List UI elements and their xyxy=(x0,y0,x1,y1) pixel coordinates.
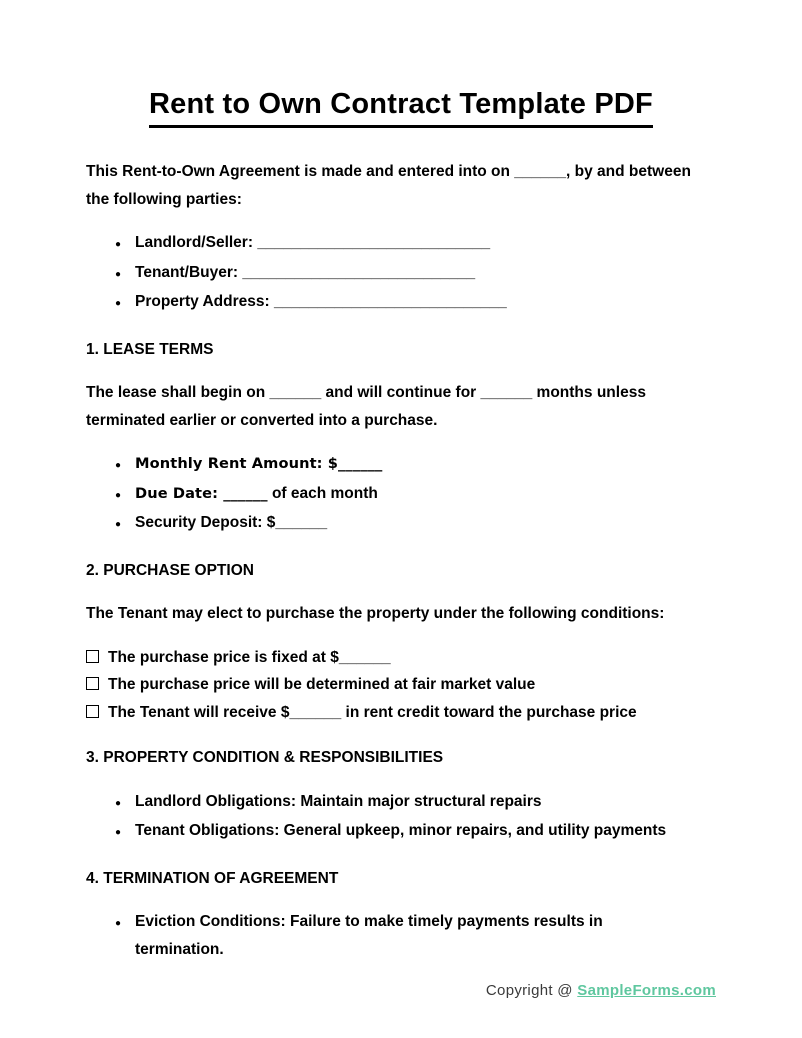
tenant-obligations: Tenant Obligations: General upkeep, minor repairs, and utility payments xyxy=(135,822,667,839)
item-label: Monthly Rent Amount: xyxy=(135,455,328,472)
footer xyxy=(86,977,716,1004)
list-item xyxy=(86,480,716,510)
intro-text-after: , by and between the following parties: xyxy=(86,163,691,208)
parties-list xyxy=(86,229,716,318)
bullet-icon xyxy=(115,288,135,318)
party-label: Property Address: xyxy=(135,293,274,310)
section-heading-property-condition: 3. PROPERTY CONDITION & RESPONSIBILITIES xyxy=(86,749,444,766)
party-address xyxy=(135,288,507,318)
list-item xyxy=(86,450,716,480)
lease-text-2: and will continue for xyxy=(321,384,481,401)
bullet-icon xyxy=(115,817,135,847)
checkbox-line xyxy=(86,644,716,672)
security-deposit-item xyxy=(135,509,327,539)
list-item xyxy=(86,229,716,259)
checkbox-line xyxy=(86,699,716,727)
checkbox-icon xyxy=(86,705,99,718)
monthly-rent-item xyxy=(135,450,382,480)
item-label: Security Deposit: xyxy=(135,514,267,531)
checkbox-line xyxy=(86,671,716,699)
list-item xyxy=(86,817,716,847)
bullet-icon xyxy=(115,229,135,259)
price-blank: $______ xyxy=(330,648,391,666)
termination-list xyxy=(86,908,716,963)
bullet-icon xyxy=(115,259,135,289)
condition-text: The Tenant will receive xyxy=(108,703,281,721)
lease-text-1: The lease shall begin on xyxy=(86,384,270,401)
list-item xyxy=(86,259,716,289)
section-heading-lease-terms: 1. LEASE TERMS xyxy=(86,340,214,358)
landlord-obligations: Landlord Obligations: Maintain major structural repairs xyxy=(135,792,542,810)
intro-text-before: This Rent-to-Own Agreement is made and entered into on xyxy=(86,163,515,180)
party-tenant xyxy=(135,259,475,289)
copyright-text: Copyright @ xyxy=(485,982,578,999)
item-suffix: of each month xyxy=(267,484,378,502)
lease-details-list xyxy=(86,450,716,539)
page-title xyxy=(86,84,716,128)
fill-blank: ___________________________ xyxy=(273,293,507,310)
obligations-list xyxy=(86,788,716,847)
section-heading-purchase-option: 2. PURCHASE OPTION xyxy=(86,561,254,579)
lease-text-3: months unless terminated earlier or converted into a purchase. xyxy=(86,384,646,429)
party-label: Tenant/Buyer: xyxy=(135,263,243,281)
list-item xyxy=(86,788,716,818)
item-label: Due Date: xyxy=(135,484,224,502)
party-landlord xyxy=(135,229,490,259)
list-item xyxy=(86,509,716,539)
list-item xyxy=(86,288,716,318)
lease-terms-paragraph xyxy=(86,379,694,434)
credit-blank: $______ xyxy=(280,703,342,721)
start-date-blank: ______ xyxy=(269,384,322,401)
amount-blank: $______ xyxy=(266,514,328,531)
months-blank: ______ xyxy=(480,384,533,401)
condition-text: The purchase price is fixed at xyxy=(108,648,331,666)
section-heading-termination: 4. TERMINATION OF AGREEMENT xyxy=(86,869,339,887)
page-title-text: Rent to Own Contract Template PDF xyxy=(149,87,653,128)
bullet-icon xyxy=(115,788,135,818)
amount-blank: $______ xyxy=(327,455,383,472)
bullet-icon xyxy=(115,509,135,539)
bullet-icon xyxy=(115,450,135,480)
bullet-icon xyxy=(115,480,135,510)
date-blank: ______ xyxy=(514,163,567,180)
intro-paragraph xyxy=(86,158,694,213)
condition-text-after: in rent credit toward the purchase price xyxy=(341,703,637,721)
party-label: Landlord/Seller: xyxy=(135,234,258,251)
sampleforms-link[interactable]: SampleForms.com xyxy=(577,982,716,999)
fill-blank: ___________________________ xyxy=(257,234,491,251)
eviction-conditions: Eviction Conditions: Failure to make timely payments results in termination. xyxy=(135,913,603,958)
checkbox-icon xyxy=(86,677,99,690)
due-date-blank: ______ xyxy=(223,484,268,502)
purchase-conditions-group xyxy=(86,644,716,727)
purchase-option-paragraph: The Tenant may elect to purchase the property under the following conditions: xyxy=(86,605,665,622)
condition-text: The purchase price will be determined at fair market value xyxy=(108,676,536,693)
due-date-item xyxy=(135,480,378,510)
list-item xyxy=(86,908,716,963)
bullet-icon xyxy=(115,908,135,963)
fill-blank: ___________________________ xyxy=(242,263,476,281)
checkbox-icon xyxy=(86,650,99,663)
